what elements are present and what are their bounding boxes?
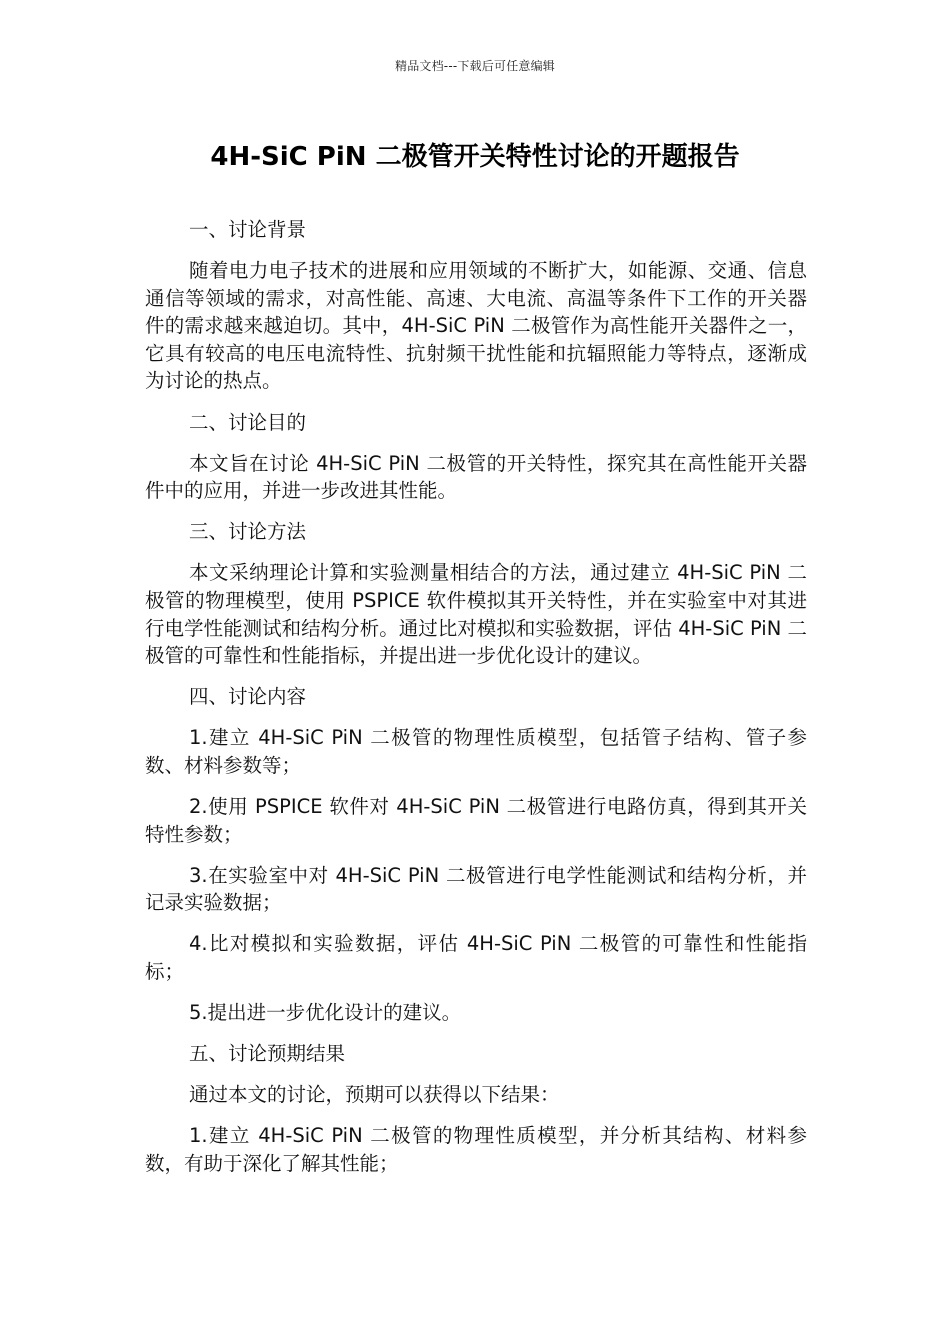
section-heading-method: 三、讨论方法 [189,520,307,544]
document-title: 4H-SiC PiN 二极管开关特性讨论的开题报告 [210,142,740,172]
paragraph: 本文采纳理论计算和实验测量相结合的方法，通过建立 4H-SiC PiN 二极管的物理模型，使用 PSPICE 软件模拟其开关特性，并在实验室中对其进行电学性能测试和结构分析。通过比对模拟和实验数据，评估 4H-SiC PiN 二极管的可靠性和性能指标，并提出进一步优化设计的建议。 [145,561,807,668]
list-item: 4.比对模拟和实验数据，评估 4H-SiC PiN 二极管的可靠性和性能指标； [145,932,807,984]
paragraph: 随着电力电子技术的进展和应用领域的不断扩大，如能源、交通、信息通信等领域的需求，对高性能、高速、大电流、高温等条件下工作的开关器件的需求越来越迫切。其中，4H-SiC PiN 二极管作为高性能开关器件之一，它具有较高的电压电流特性、抗射频干扰性能和抗辐照能力等特点，逐渐成为讨论的热点。 [145,259,807,393]
document-body [145,216,807,1191]
list-item: 1.建立 4H-SiC PiN 二极管的物理性质模型，并分析其结构、材料参数，有助于深化了解其性能； [145,1124,807,1176]
section-heading-content: 四、讨论内容 [189,685,307,709]
list-item: 1.建立 4H-SiC PiN 二极管的物理性质模型，包括管子结构、管子参数、材料参数等； [145,726,807,777]
section-heading-background: 一、讨论背景 [189,218,307,241]
list-item: 5.提出进一步优化设计的建议。 [189,1001,462,1025]
section-heading-expected-results: 五、讨论预期结果 [189,1042,346,1066]
header-note: 精品文档---下载后可任意编辑 [395,59,555,73]
paragraph: 本文旨在讨论 4H-SiC PiN 二极管的开关特性，探究其在高性能开关器件中的应用，并进一步改进其性能。 [145,451,807,503]
list-item: 2.使用 PSPICE 软件对 4H-SiC PiN 二极管进行电路仿真，得到其开关特性参数； [145,795,807,846]
section-heading-purpose: 二、讨论目的 [189,410,307,434]
list-item: 3.在实验室中对 4H-SiC PiN 二极管进行电学性能测试和结构分析，并记录实验数据； [145,863,807,915]
paragraph: 通过本文的讨论，预期可以获得以下结果： [189,1083,560,1107]
